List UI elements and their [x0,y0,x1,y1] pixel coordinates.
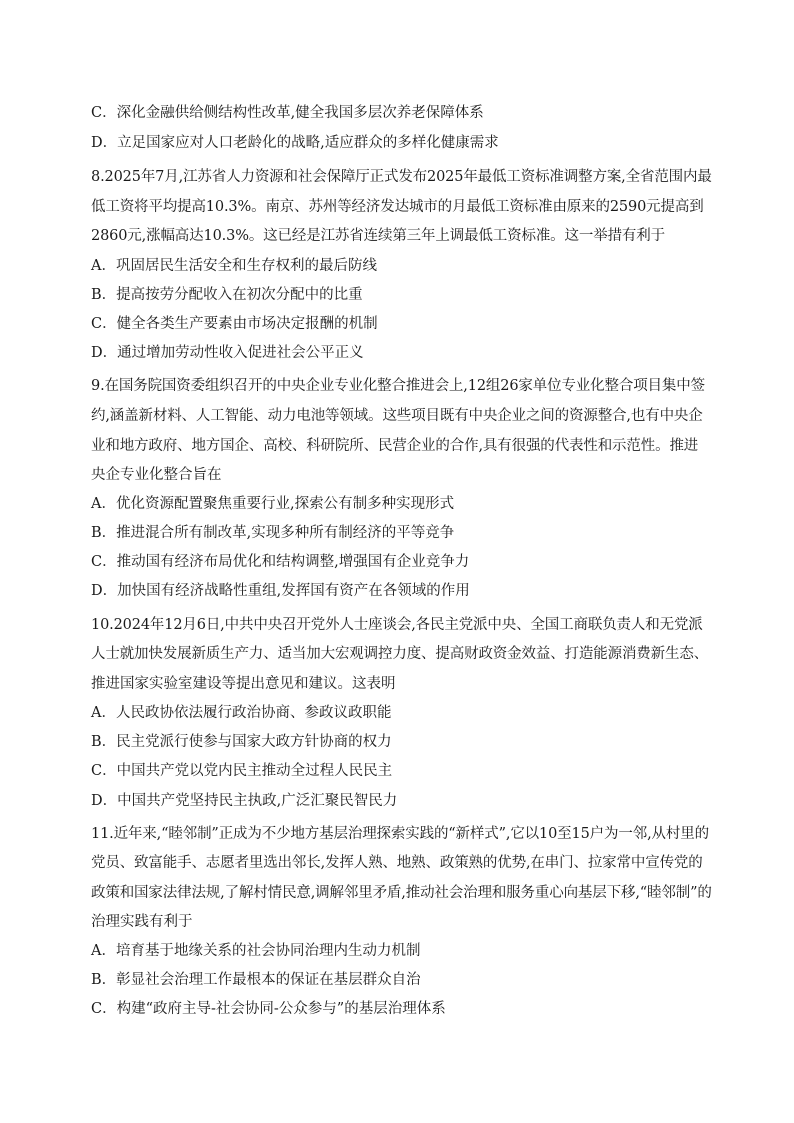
question-9-line-4: 央企专业化整合旨在 [91,467,222,483]
option-b-q9: B．推进混合所有制改革,实现多种所有制经济的平等竞争 [91,525,455,541]
option-b-q8: B．提高按劳分配收入在初次分配中的比重 [91,287,363,303]
question-10-line-1: 10.2024年12月6日,中共中央召开党外人士座谈会,各民主党派中央、全国工商联负责人和无党派 [91,617,703,633]
question-9-line-2: 约,涵盖新材料、人工智能、动力电池等领域。这些项目既有中央企业之间的资源整合,也有中央企 [91,408,703,424]
option-a-q8: A．巩固居民生活安全和生存权利的最后防线 [91,258,377,274]
question-8-line-2: 低工资将平均提高10.3%。南京、苏州等经济发达城市的月最低工资标准由原来的2590元提高到 [91,199,704,215]
question-9-line-1: 9.在国务院国资委组织召开的中央企业专业化整合推进会上,12组26家单位专业化整合项目集中签 [91,378,705,394]
option-a-q10: A．人民政协依法履行政治协商、参政议政职能 [91,705,392,721]
question-11-line-1: 11.近年来,“睦邻制”正成为不少地方基层治理探索实践的“新样式”,它以10至15户为一邻,从村里的 [91,826,709,842]
option-b-q11: B．彰显社会治理工作最根本的保证在基层群众自治 [91,972,421,988]
option-c-q10: C．中国共产党以党内民主推动全过程人民民主 [91,763,393,779]
option-a-q9: A．优化资源配置聚焦重要行业,探索公有制多种实现形式 [91,496,455,512]
option-c-q11: C．构建“政府主导-社会协同-公众参与”的基层治理体系 [91,1001,446,1017]
question-11-line-4: 治理实践有利于 [91,914,193,930]
option-d-q9: D．加快国有经济战略性重组,发挥国有资产在各领域的作用 [91,583,470,599]
question-8-line-3: 2860元,涨幅高达10.3%。这已经是江苏省连续第三年上调最低工资标准。这一举措有利于 [91,228,665,244]
question-10-line-3: 推进国家实验室建设等提出意见和建议。这表明 [91,676,396,692]
question-11-line-3: 政策和国家法律法规,了解村情民意,调解邻里矛盾,推动社会治理和服务重心向基层下移,“睦邻制”的 [91,885,712,901]
option-c-q7: C．深化金融供给侧结构性改革,健全我国多层次养老保障体系 [91,105,484,121]
option-a-q11: A．培育基于地缘关系的社会协同治理内生动力机制 [91,943,421,959]
question-10-line-2: 人士就加快发展新质生产力、适当加大宏观调控力度、提高财政资金效益、打造能源消费新生态、 [91,646,709,662]
option-d-q8: D．通过增加劳动性收入促进社会公平正义 [91,345,364,361]
option-c-q9: C．推动国有经济布局优化和结构调整,增强国有企业竞争力 [91,554,470,570]
option-b-q10: B．民主党派行使参与国家大政方针协商的权力 [91,734,392,750]
question-9-line-3: 业和地方政府、地方国企、高校、科研院所、民营企业的合作,具有很强的代表性和示范性。推进 [91,438,699,454]
option-d-q7: D．立足国家应对人口老龄化的战略,适应群众的多样化健康需求 [91,135,499,151]
question-11-line-2: 党员、致富能手、志愿者里选出邻长,发挥人熟、地熟、政策熟的优势,在串门、拉家常中宣传党的 [91,855,703,871]
question-8-line-1: 8.2025年7月,江苏省人力资源和社会保障厅正式发布2025年最低工资标准调整方案,全省范围内最 [91,169,712,185]
option-d-q10: D．中国共产党坚持民主执政,广泛汇聚民智民力 [91,793,398,809]
option-c-q8: C．健全各类生产要素由市场决定报酬的机制 [91,316,378,332]
